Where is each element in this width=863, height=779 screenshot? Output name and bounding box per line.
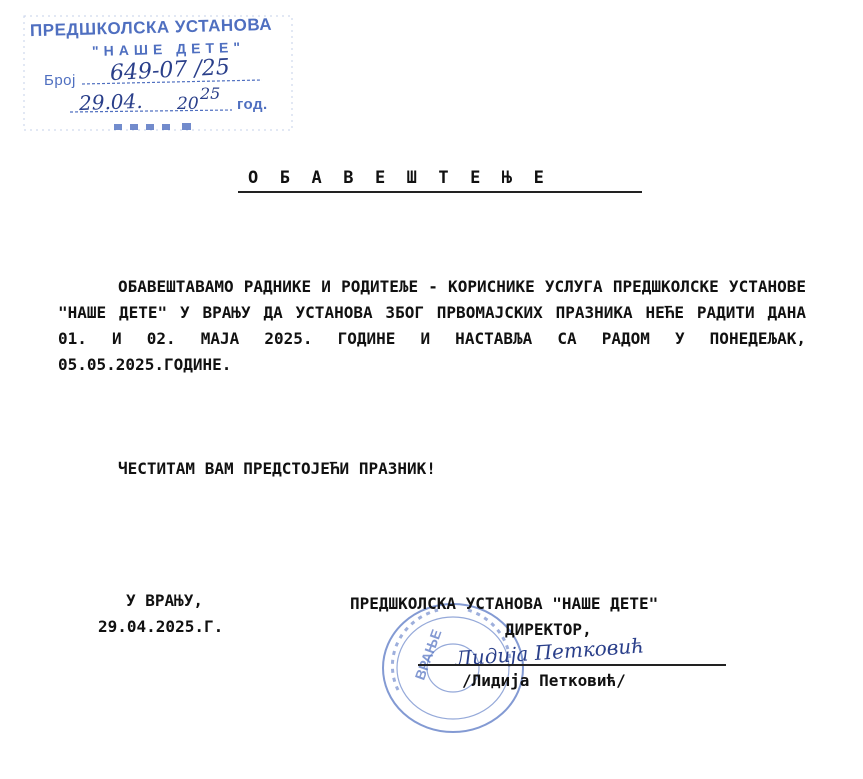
date: 29.04.2025.Г. xyxy=(98,617,224,636)
stamp-institution: ПРЕДШКОЛСКА УСТАНОВА xyxy=(29,14,273,41)
handwritten-signature: Лидија Петковић xyxy=(454,633,645,671)
seal-text: ВРАЊЕ xyxy=(411,627,445,683)
signatory-institution: ПРЕДШКОЛСКА УСТАНОВА "НАШЕ ДЕТЕ" xyxy=(350,594,659,613)
document-title: ОБАВЕШТЕЊЕ xyxy=(238,168,642,193)
stamp-handwritten-year: 25 xyxy=(200,84,221,103)
signatory-role: ДИРЕКТОР, xyxy=(505,620,592,639)
stamp-handwritten-date: 29.04. xyxy=(78,88,144,116)
place: У ВРАЊУ, xyxy=(126,591,204,610)
stamp-handwritten-number: 649-07 /25 xyxy=(109,54,231,87)
notice-body: ОБАВЕШТАВАМО РАДНИКЕ И РОДИТЕЉЕ - КОРИСНИКЕ УСЛУГА ПРЕДШКОЛСКЕ УСТАНОВЕ "НАШЕ ДЕТЕ" У ВРАЊУ ДА УСТАНОВА ЗБОГ ПРВОМАЈСКИХ ПРАЗНИКА НЕЋЕ РАДИТИ ДАНА 01. И 02. МАЈА 2025. ГОДИНЕ И НАСТАВЉА СА РАДОМ У ПОНЕДЕЉАК, 05.05.2025.ГОДИНЕ. xyxy=(58,277,806,374)
registration-stamp xyxy=(22,14,294,132)
stamp-name: "НАШЕ ДЕТЕ" xyxy=(91,39,246,59)
stamp-number-label: Број xyxy=(44,72,76,89)
stamp-handwritten-year-prefix: 20 xyxy=(177,94,199,114)
greeting: ЧЕСТИТАМ ВАМ ПРЕДСТОЈЕЋИ ПРАЗНИК! xyxy=(118,459,436,478)
stamp-year-suffix: год. xyxy=(237,96,268,113)
signature-line xyxy=(418,664,726,666)
signatory-name: /Лидија Петковић/ xyxy=(462,671,626,690)
